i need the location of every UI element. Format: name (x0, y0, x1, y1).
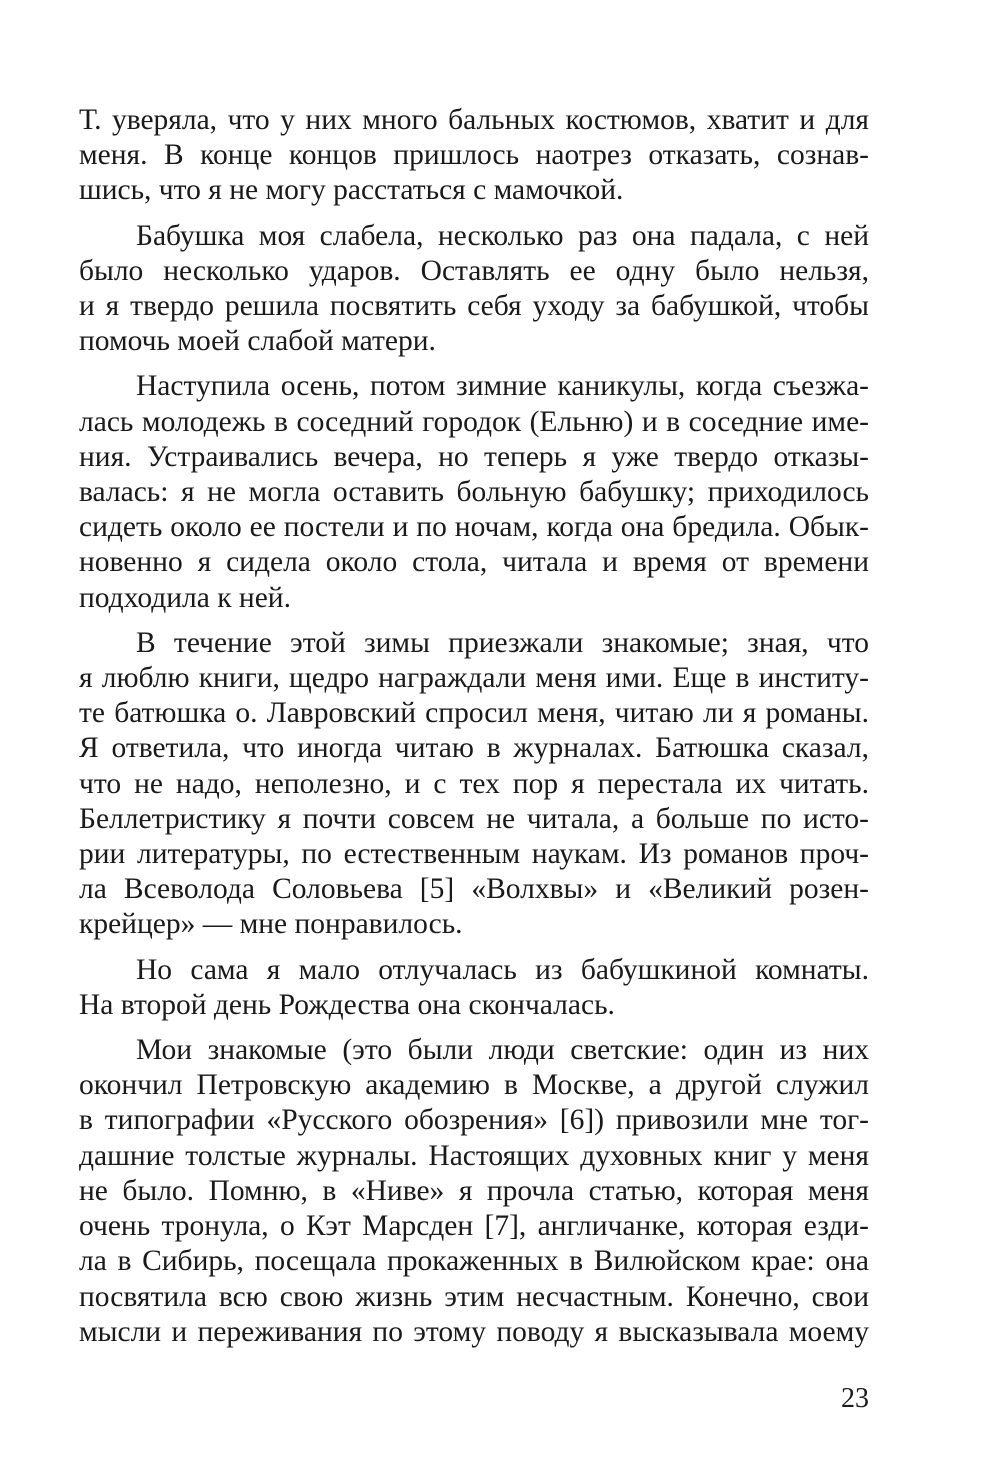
text-line: ния. Устраивались вечера, но теперь я уже твердо отказы- (79, 440, 869, 473)
text-line: я люблю книги, щедро награждали меня ими. Еще в институ- (79, 662, 869, 695)
text-line: Бабушка моя слабела, несколько раз она падала, с ней (136, 219, 869, 252)
text-line: Но сама я мало отлучалась из бабушкиной комнаты. (136, 953, 869, 986)
text-line: валась: я не могла оставить больную бабушку; приходилось (79, 476, 869, 509)
text-line: новенно я сидела около стола, читала и время от времени (79, 546, 869, 579)
body-text (79, 103, 869, 1350)
text-line: рии литературы, по естественным наукам. Из романов проч- (79, 838, 869, 871)
text-line: не было. Помню, в «Ниве» я прочла статью, которая меня (79, 1174, 869, 1207)
text-line: крейцер» — мне понравилось. (79, 908, 463, 941)
text-line: В течение этой зимы приезжали знакомые; зная, что (136, 626, 869, 659)
text-line: в типографии «Русского обозрения» [6]) привозили мне тог- (79, 1104, 869, 1137)
text-line: мысли и переживания по этому поводу я высказывала моему (79, 1315, 869, 1348)
page-number: 23 (841, 1383, 869, 1414)
text-line: было несколько ударов. Оставлять ее одну было нельзя, (79, 254, 869, 287)
text-line: посвятила всю свою жизнь этим несчастным. Конечно, свои (79, 1280, 869, 1313)
text-line: Наступила осень, потом зимние каникулы, когда съезжа- (136, 370, 869, 403)
text-line: помочь моей слабой матери. (79, 325, 436, 358)
text-line: На второй день Рождества она скончалась. (79, 988, 615, 1021)
text-line: меня. В конце концов пришлось наотрез отказать, сознав- (79, 139, 869, 172)
text-line: что не надо, неполезно, и с тех пор я перестала их читать. (79, 767, 869, 800)
text-line: ла Всеволода Соловьева [5] «Волхвы» и «Великий розен- (79, 873, 869, 906)
text-line: Беллетристику я почти совсем не читала, а больше по исто- (79, 802, 869, 835)
text-line: подходила к ней. (79, 581, 291, 614)
text-line: дашние толстые журналы. Настоящих духовных книг у меня (79, 1139, 869, 1172)
text-line: шись, что я не могу расстаться с мамочкой. (79, 174, 624, 207)
text-line: ла в Сибирь, посещала прокаженных в Вилюйском крае: она (79, 1245, 869, 1278)
text-line: и я твердо решила посвятить себя уходу за бабушкой, чтобы (79, 290, 869, 323)
text-line: очень тронула, о Кэт Марсден [7], англичанке, которая езди- (79, 1210, 869, 1243)
text-line: Мои знакомые (это были люди светские: один из них (136, 1034, 869, 1067)
text-line: окончил Петровскую академию в Москве, а другой служил (79, 1069, 869, 1102)
text-line: Я ответила, что иногда читаю в журналах. Батюшка сказал, (79, 732, 869, 765)
text-line: Т. уверяла, что у них много бальных костюмов, хватит и для (79, 104, 869, 136)
text-line: те батюшка о. Лавровский спросил меня, читаю ли я романы. (79, 697, 869, 730)
text-line: лась молодежь в соседний городок (Ельню) и в соседние име- (79, 405, 869, 438)
text-line: сидеть около ее постели и по ночам, когда она бредила. Обык- (79, 511, 869, 544)
